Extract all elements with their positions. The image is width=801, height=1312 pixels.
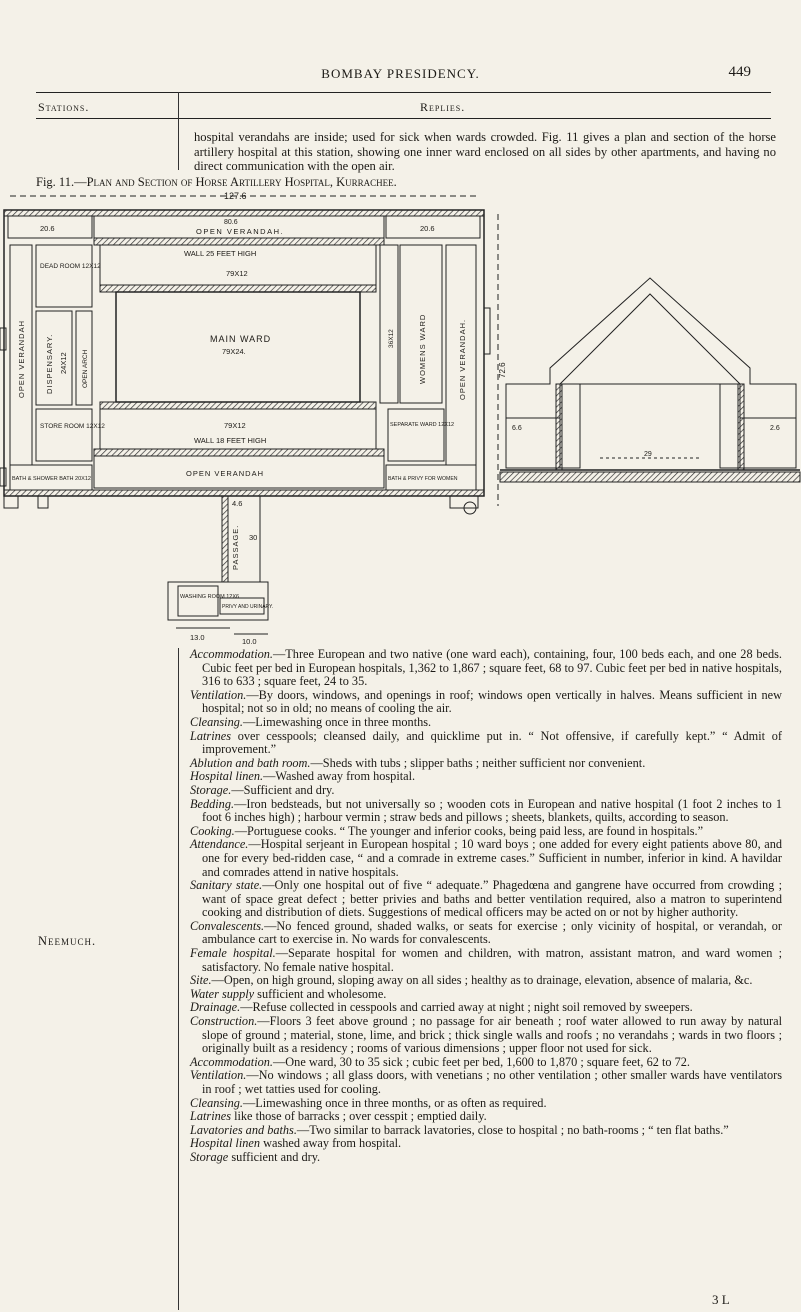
reply-paragraph xyxy=(190,648,782,689)
wall-25-hatch xyxy=(94,238,384,245)
bottom-protrusion-mid xyxy=(38,496,48,508)
inner-wall-hatch-2 xyxy=(100,402,376,409)
reply-text: like those of barracks ; over cesspit ; emptied daily. xyxy=(231,1109,487,1124)
open-arch-label: OPEN ARCH xyxy=(82,349,89,388)
reply-paragraph xyxy=(190,798,782,825)
reply-text: —Open, on high ground, sloping away on all sides ; healthy as to drainage, elevation, absence of malaria, &c. xyxy=(211,973,753,988)
bath-privy-label: BATH & PRIVY FOR WOMEN xyxy=(388,476,458,482)
outer-wall-hatch xyxy=(4,210,484,216)
reply-text: —Separate hospital for women and children, with matron, assistant matron, and ward women ; satisfactory. No female native hospital. xyxy=(202,946,782,974)
reply-paragraph xyxy=(190,974,782,988)
reply-paragraph xyxy=(190,716,782,730)
dim-20-right-label: 20.6 xyxy=(420,224,435,233)
intro-paragraph: hospital verandahs are inside; used for sick when wards crowded. Fig. 11 gives a plan and section of the horse artillery hospital at this station, showing one inner ward enclosed on all sides by other apartments, and having no direct communication with the open air. xyxy=(194,130,776,173)
reply-heading: Drainage. xyxy=(190,1000,241,1015)
reply-text: sufficient and wholesome. xyxy=(254,986,387,1001)
reply-paragraph xyxy=(190,1124,782,1138)
reply-heading: Cleansing. xyxy=(190,1095,243,1110)
signature-mark: 3 L xyxy=(712,1292,730,1307)
washing-room xyxy=(178,586,218,616)
figure-caption-title: —Plan and Section of Horse Artillery Hospital, Kurrachee. xyxy=(74,175,397,189)
reply-text: —Washed away from hospital. xyxy=(263,769,416,784)
reply-text: washed away from hospital. xyxy=(260,1136,402,1151)
section-roof-outer xyxy=(506,278,796,468)
dim-13-label: 13.0 xyxy=(190,633,205,642)
reply-heading: Storage. xyxy=(190,782,232,797)
column-divider-bottom xyxy=(178,648,179,1310)
reply-text: —One ward, 30 to 35 sick ; cubic feet per bed, 1,600 to 1,870 ; square feet, 62 to 72. xyxy=(273,1054,690,1069)
column-head-replies: Replies. xyxy=(420,100,466,114)
page-number: 449 xyxy=(728,64,751,80)
reply-paragraph xyxy=(190,1056,782,1070)
reply-heading: Attendance. xyxy=(190,837,249,852)
reply-text: —Two similar to barrack lavatories, close to hospital ; no bath-rooms ; “ ten flat baths.” xyxy=(296,1122,729,1137)
dim-10-label: 10.0 xyxy=(242,637,257,646)
reply-heading: Ablution and bath room. xyxy=(190,755,311,770)
passage-label: PASSAGE. xyxy=(231,524,240,570)
store-room xyxy=(36,409,92,461)
reply-text: —Refuse collected in cesspools and carried away at night ; night soil removed by sweepers. xyxy=(240,1000,693,1015)
reply-paragraph xyxy=(190,1001,782,1015)
reply-paragraph xyxy=(190,689,782,716)
open-verandah-top-label: OPEN VERANDAH. xyxy=(196,227,285,236)
dispensary-dim-label: 24X12 xyxy=(59,352,68,374)
dim-80-label: 80.6 xyxy=(224,219,238,226)
passage-dim-label: 30 xyxy=(249,533,258,542)
bath-label: BATH & SHOWER BATH 20X12 xyxy=(12,476,91,482)
reply-text: —Iron bedsteads, but not universally so ; wooden cots in European and native hospital (1 foot 2 inches to 1 foot 6 inches high) ; harbour vermin ; straw beds and pillows ; sheets, blankets, quilts, according to season. xyxy=(202,796,782,825)
reply-text: sufficient and dry. xyxy=(228,1149,321,1164)
reply-heading: Cleansing. xyxy=(190,714,243,729)
reply-heading: Lavatories and baths. xyxy=(190,1122,297,1137)
running-title: BOMBAY PRESIDENCY. xyxy=(321,66,480,81)
section-ward-left xyxy=(560,384,580,468)
section-dim-29-label: 29 xyxy=(644,451,652,458)
reply-text: —Portuguese cooks. “ The younger and inferior cooks, being paid less, are found in hospitals.” xyxy=(234,823,704,838)
kurrachee-section xyxy=(190,648,782,974)
section-wall-hatch-left xyxy=(556,384,562,470)
hospital-plan-figure xyxy=(0,188,801,648)
left-bump-2 xyxy=(0,468,6,486)
reply-paragraph xyxy=(190,1097,782,1111)
reply-heading: Hospital linen. xyxy=(190,769,264,784)
reply-paragraph xyxy=(190,730,782,757)
section-wall-hatch-right xyxy=(738,384,744,470)
reply-heading: Accommodation. xyxy=(190,1054,273,1069)
main-ward-dim-label: 79X24. xyxy=(222,347,246,356)
reply-paragraph xyxy=(190,757,782,771)
neemuch-section xyxy=(190,974,782,1164)
reply-text: —Three European and two native (one ward each), containing, four, 100 beds each, and one 28 beds. Cubic feet per bed in European hospitals, 1,362 to 1,867 ; square feet, 68 to 97. Cubic feet per bed in native hospitals, 316 to 633 ; square feet, 24 to 35. xyxy=(202,647,782,689)
right-bump xyxy=(484,308,490,354)
reply-heading: Storage xyxy=(190,1149,229,1164)
separate-ward-label: SEPARATE WARD 12X12 xyxy=(390,422,455,428)
reply-paragraph xyxy=(190,947,782,974)
inner-wall-hatch-1 xyxy=(100,285,376,292)
height-dim-label: 72.6 xyxy=(498,362,507,378)
reply-text: —By doors, windows, and openings in roof; windows open vertically in halves. Means sufficient in new hospital; not so in old; no means of cooling the air. xyxy=(202,687,782,716)
reply-paragraph xyxy=(190,784,782,798)
open-verandah-left-label: OPEN VERANDAH xyxy=(17,319,26,398)
reply-heading: Ventilation. xyxy=(190,687,247,702)
dead-room-label: DEAD ROOM 12X12 xyxy=(40,263,101,270)
column-divider-top xyxy=(178,92,179,170)
reply-text: —No fenced ground, shaded walks, or seats for exercise ; only vicinity of hospital, or verandah, or ambulance cart to exercise in. No wards for convalescents. xyxy=(202,918,782,947)
left-bump-1 xyxy=(0,328,6,350)
privy-label: PRIVY AND URINARY. xyxy=(222,604,274,610)
open-verandah-bottom-label: OPEN VERANDAH xyxy=(186,469,265,478)
reply-paragraph xyxy=(190,1151,782,1165)
reply-heading: Hospital linen xyxy=(190,1136,261,1151)
reply-text: over cesspools; cleansed daily, and quicklime put in. “ Not offensive, if carefully kept.” “ Admit of improvement.” xyxy=(202,728,782,757)
station-name-neemuch: Neemuch. xyxy=(38,934,97,948)
reply-text: —Hospital serjeant in European hospital ; 10 ward boys ; one added for every eight patients above 80, and one for every bed-ridden case, “ and a comrade in extreme cases.” Sufficient in number, inferior in kind. A havildar and comrades attend in native hospitals. xyxy=(202,837,782,879)
reply-heading: Convalescents. xyxy=(190,918,265,933)
reply-paragraph xyxy=(190,825,782,839)
reply-paragraph xyxy=(190,920,782,947)
bottom-protrusion-left xyxy=(4,496,18,508)
section-roof-inner xyxy=(560,294,740,384)
reply-paragraph xyxy=(190,1137,782,1151)
separate-ward-room xyxy=(388,409,444,461)
figure-caption-prefix: Fig. 11. xyxy=(36,175,75,189)
header-rule-bottom xyxy=(36,118,771,119)
dead-room xyxy=(36,245,92,307)
reply-text: —No windows ; all glass doors, with venetians ; no other ventilation ; other smaller wards have ventilators in roof ; wet tatties used for cooling. xyxy=(202,1068,782,1096)
reply-heading: Bedding. xyxy=(190,796,235,811)
reply-text: —Limewashing once in three months, or as often as required. xyxy=(242,1095,547,1110)
wall-18-label: WALL 18 FEET HIGH xyxy=(194,436,267,445)
section-verandah-right xyxy=(740,418,796,468)
reply-paragraph xyxy=(190,988,782,1002)
reply-paragraph xyxy=(190,1015,782,1056)
reply-heading: Ventilation. xyxy=(190,1068,247,1083)
section-dim-6-label: 6.6 xyxy=(512,425,522,432)
washing-room-label: WASHING ROOM 12X6 xyxy=(180,594,240,600)
womens-dim-label: 36X12 xyxy=(388,329,395,348)
passage-hatch xyxy=(222,496,228,582)
column-head-stations: Stations. xyxy=(38,100,90,114)
dim-4-6-label: 4.6 xyxy=(232,499,243,508)
womens-ward-label: WOMENS WARD xyxy=(418,313,427,384)
wall-25-label: WALL 25 FEET HIGH xyxy=(184,249,257,258)
reply-heading: Latrines xyxy=(190,728,231,743)
reply-text: —Sufficient and dry. xyxy=(231,782,335,797)
section-ward-right xyxy=(720,384,740,468)
ward-79x12-top-label: 79X12 xyxy=(226,269,248,278)
reply-heading: Latrines xyxy=(190,1109,231,1124)
dim-127-label: 127.6 xyxy=(224,191,247,201)
body-text xyxy=(190,648,782,1165)
reply-heading: Site. xyxy=(190,973,212,988)
dispensary-label: DISPENSARY. xyxy=(45,333,54,394)
reply-heading: Construction. xyxy=(190,1014,258,1029)
store-room-label: STORE ROOM 12X12 xyxy=(40,423,105,430)
section-ground-hatch xyxy=(500,472,800,482)
reply-paragraph xyxy=(190,1110,782,1124)
section-dim-2-label: 2.6 xyxy=(770,425,780,432)
reply-heading: Cooking. xyxy=(190,823,235,838)
main-ward-label: MAIN WARD xyxy=(210,334,272,344)
header-rule-top xyxy=(36,92,771,93)
wall-18-hatch xyxy=(94,449,384,456)
reply-heading: Sanitary state. xyxy=(190,878,263,893)
reply-heading: Water supply xyxy=(190,986,255,1001)
womens-ward-left-strip xyxy=(380,245,398,403)
ward-79x12-bottom-label: 79X12 xyxy=(224,421,246,430)
reply-text: —Only one hospital out of five “ adequate.” Phagedœna and gangrene have occurred from crowding ; want of space great defect ; better privies and baths and better ventilation required, also a matron to superintend cooking and distribution of diets. Suggestions of medical officers may be acted on or not by higher authority. xyxy=(202,878,782,920)
dim-20-left-label: 20.6 xyxy=(40,224,55,233)
reply-text: —Floors 3 feet above ground ; no passage for air beneath ; roof water allowed to run away by natural slope of ground ; material, stone, lime, and brick ; thick single walls and roofs ; no verandahs ; wards in two floors ; originally built as a residency ; rooms of various dimensions ; upper floor not used for sick. xyxy=(202,1014,782,1056)
reply-text: —Limewashing once in three months. xyxy=(242,714,432,729)
reply-heading: Accommodation. xyxy=(190,647,273,661)
reply-paragraph xyxy=(190,770,782,784)
reply-paragraph xyxy=(190,1069,782,1096)
reply-paragraph xyxy=(190,838,782,879)
reply-paragraph xyxy=(190,879,782,920)
reply-text: —Sheds with tubs ; slipper baths ; neither sufficient nor convenient. xyxy=(310,755,646,770)
reply-heading: Female hospital. xyxy=(190,946,276,961)
outer-wall-hatch-bottom xyxy=(4,490,484,496)
open-verandah-right-label: OPEN VERANDAH. xyxy=(458,318,467,400)
